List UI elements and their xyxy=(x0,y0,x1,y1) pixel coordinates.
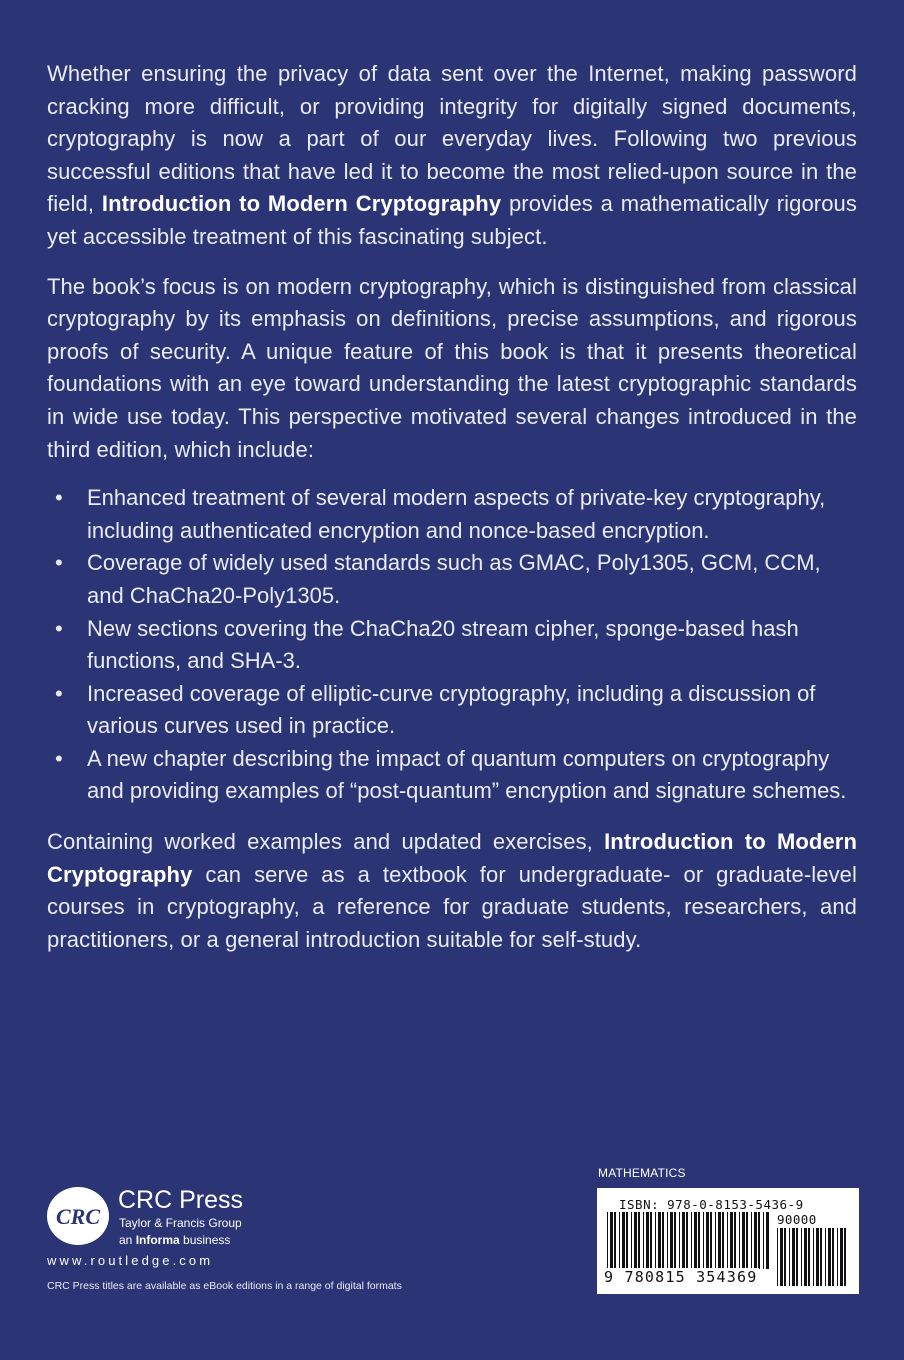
list-item xyxy=(47,482,857,547)
intro-text: Whether ensuring the privacy of data sent over the Internet, making password cracking more difficult, or providing integrity for digitally signed documents, cryptography is now a part of our everyday lives. Following two previous successful editions that have led it to become the most relied-upon source in the field, xyxy=(47,61,857,217)
intro-text-end: provides a mathematically rigorous yet accessible treatment of this fascinating subject. xyxy=(47,191,857,249)
biz-brand: Informa xyxy=(135,1233,180,1247)
book-title-emphasis: Introduction to Modern Cryptography xyxy=(101,191,502,217)
bullet-icon: • xyxy=(55,745,63,771)
closing-text-end: can serve as a textbook for undergraduate- or graduate-level courses in cryptography, a reference for graduate students, researchers, and practitioners, or a general introduction suitable for self-study. xyxy=(47,861,857,952)
list-item xyxy=(47,547,857,612)
isbn-barcode xyxy=(597,1188,859,1294)
addon-barcode-bars xyxy=(777,1228,849,1286)
publisher-name: CRC Press xyxy=(118,1186,244,1214)
subject-category: MATHEMATICS xyxy=(598,1166,686,1180)
publisher-group: Taylor & Francis Group xyxy=(119,1216,242,1230)
list-item xyxy=(47,613,857,678)
bullet-icon: • xyxy=(55,550,63,576)
list-item-text: A new chapter describing the impact of quantum computers on cryptography and providing examples of “post-quantum” encryption and signature schemes. xyxy=(87,745,847,804)
list-item-text: Coverage of widely used standards such as GMAC, Poly1305, GCM, CCM, and ChaCha20-Poly1305. xyxy=(87,550,821,608)
back-cover-text xyxy=(47,58,857,956)
biz-suffix: business xyxy=(179,1233,231,1247)
closing-paragraph xyxy=(47,826,857,956)
list-item-text: Enhanced treatment of several modern aspects of private-key cryptography, including authenticated encryption and nonce-based encryption. xyxy=(87,485,826,543)
publisher-business-line xyxy=(119,1232,230,1248)
bullet-icon: • xyxy=(55,615,63,641)
intro-paragraph xyxy=(47,58,857,254)
ebook-note: CRC Press titles are available as eBook editions in a range of digital formats xyxy=(47,1280,402,1292)
bullet-icon: • xyxy=(55,680,63,706)
crc-logo-icon xyxy=(45,1185,111,1247)
biz-prefix: an xyxy=(119,1233,136,1247)
book-title-emphasis: Introduction to Modern Cryptography xyxy=(47,829,857,887)
list-item-text: New sections covering the ChaCha20 stream cipher, sponge-based hash functions, and SHA-3. xyxy=(87,615,799,674)
barcode-addon-number: 90000 xyxy=(777,1212,817,1227)
closing-text: Containing worked examples and updated exercises, xyxy=(47,829,605,855)
ean-digits: 9 780815 354369 xyxy=(604,1268,758,1286)
list-item xyxy=(47,678,857,743)
isbn-label: ISBN: 978-0-8153-5436-9 xyxy=(619,1197,804,1212)
focus-paragraph: The book’s focus is on modern cryptography, which is distinguished from classical cryptography by its emphasis on definitions, precise assumptions, and rigorous proofs of security. A unique feature of this book is that it presents theoretical foundations with an eye toward understanding the latest cryptographic standards in wide use today. This perspective motivated several changes introduced in the third edition, which include: xyxy=(47,273,857,462)
changes-list xyxy=(47,482,857,808)
barcode-bars xyxy=(607,1212,772,1269)
list-item xyxy=(47,743,857,808)
list-item-text: Increased coverage of elliptic-curve cryptography, including a discussion of various curves used in practice. xyxy=(87,680,816,739)
logo-text: CRC xyxy=(55,1204,101,1229)
website-link[interactable]: www.routledge.com xyxy=(47,1253,214,1268)
bullet-icon: • xyxy=(55,485,63,511)
